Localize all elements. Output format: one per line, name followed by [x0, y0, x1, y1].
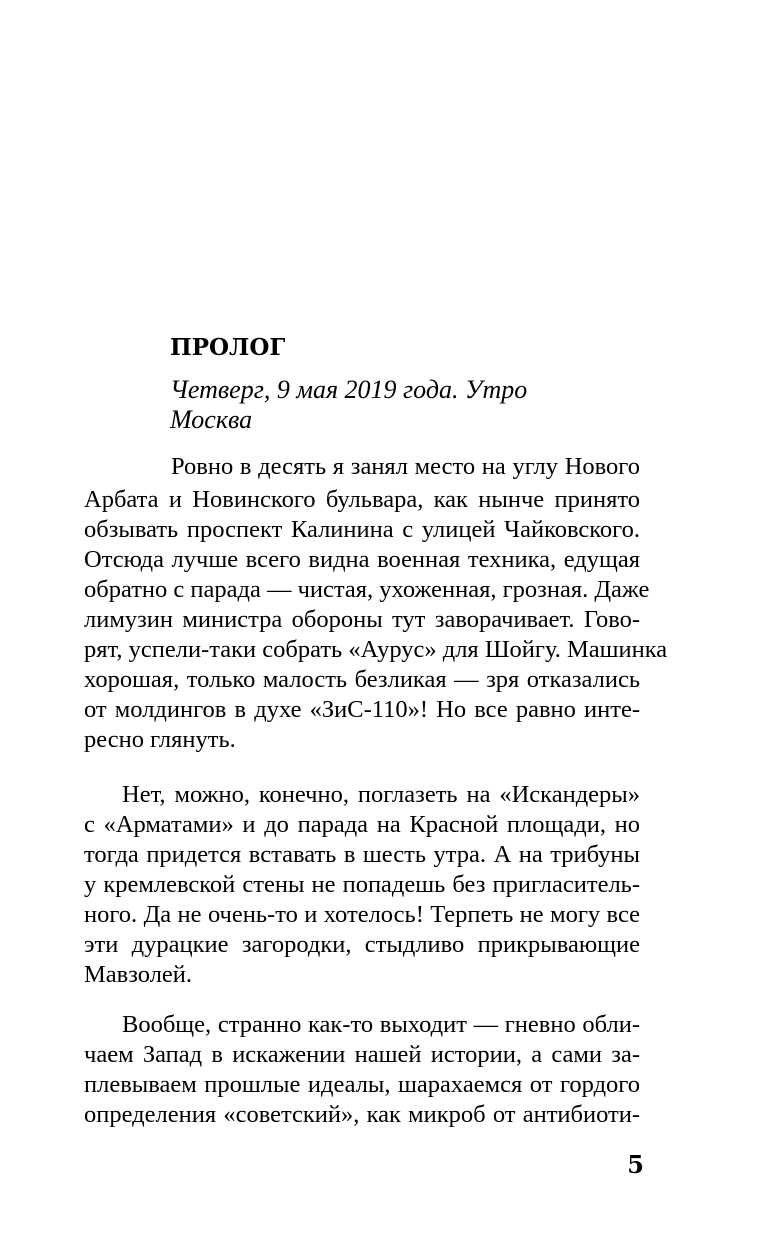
text-line: ресно глянуть.	[84, 726, 236, 753]
text-line: Мавзолей.	[84, 961, 193, 988]
text-line: Нет, можно, конечно, поглазеть на «Искандеры»	[122, 781, 640, 808]
text-line: плевываем прошлые идеалы, шарахаемся от гордого	[84, 1071, 640, 1098]
text-line: тогда придется вставать в шесть утра. А на трибуны	[84, 841, 640, 868]
chapter-dateline: Четверг, 9 мая 2019 года. Утро	[170, 375, 528, 404]
text-line: обратно с парада — чистая, ухоженная, грозная. Даже	[84, 576, 650, 603]
text-line: Вообще, странно как-то выходит — гневно обли-	[122, 1011, 640, 1038]
text-line: Отсюда лучше всего видна военная техника, едущая	[84, 546, 640, 573]
page-number: 5	[627, 1150, 644, 1179]
chapter-heading: ПРОЛОГ	[170, 334, 286, 361]
text-line: Арбата и Новинского бульвара, как нынче принято	[84, 486, 640, 513]
text-line: эти дурацкие загородки, стыдливо прикрывающие	[84, 931, 640, 958]
text-line: ного. Да не очень-то и хотелось! Терпеть не могу все	[84, 901, 640, 928]
text-line: у кремлевской стены не попадешь без пригласитель-	[84, 871, 640, 898]
text-line: Ровно в десять я занял место на углу Нового	[171, 453, 640, 480]
text-line: лимузин министра обороны тут заворачивает. Гово-	[84, 606, 640, 633]
text-line: хорошая, только малость безликая — зря отказались	[84, 666, 640, 693]
text-line: рят, успели-таки собрать «Аурус» для Шойгу. Машинка	[84, 636, 668, 663]
text-line: обзывать проспект Калинина с улицей Чайковского.	[84, 516, 640, 543]
text-line: с «Арматами» и до парада на Красной площади, но	[84, 811, 640, 838]
chapter-location: Москва	[170, 405, 253, 434]
text-line: от молдингов в духе «ЗиС-110»! Но все равно инте-	[84, 696, 640, 723]
text-line: определения «советский», как микроб от антибиоти-	[84, 1101, 640, 1128]
text-line: чаем Запад в искажении нашей истории, а сами за-	[84, 1041, 640, 1068]
